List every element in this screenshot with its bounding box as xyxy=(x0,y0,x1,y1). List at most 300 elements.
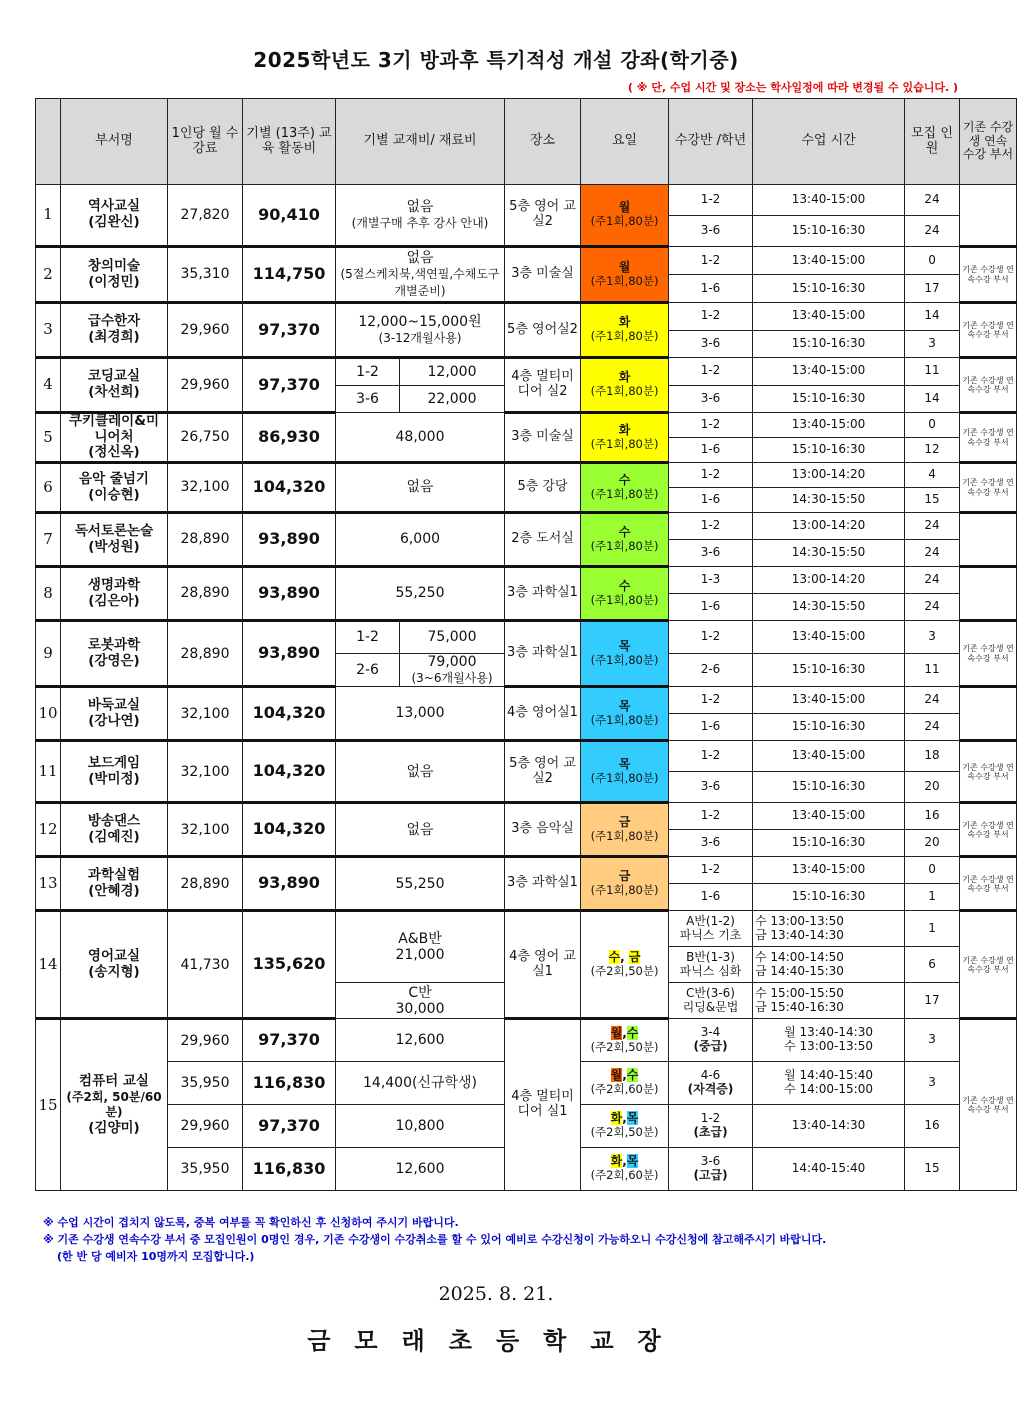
existing-student-dept: 기존 수강생 연속수강 부서 xyxy=(960,303,1017,358)
place: 3층 과학실1 xyxy=(505,857,581,911)
class-level: (중급) xyxy=(693,1039,728,1054)
monthly-fee: 32,100 xyxy=(168,803,243,857)
course-rows xyxy=(36,185,1017,1191)
row-number: 5 xyxy=(36,413,61,463)
recruit-count: 0 xyxy=(905,413,960,438)
material-cost-value: 21,000 xyxy=(395,947,445,964)
row-number: 3 xyxy=(36,303,61,358)
weekday-duration: (주1회,80분) xyxy=(590,486,659,501)
table-row xyxy=(36,621,1017,654)
monthly-fee: 32,100 xyxy=(168,687,243,741)
material-cost xyxy=(336,983,505,1019)
recruit-count: 14 xyxy=(905,385,960,413)
recruit-count: 16 xyxy=(905,1105,960,1148)
weekday-label: 수 xyxy=(608,949,621,964)
class-grade: 1-6 xyxy=(669,438,753,463)
row-number: 11 xyxy=(36,741,61,803)
weekday-label: 금 xyxy=(618,814,631,829)
material-cost-value: 30,000 xyxy=(395,1000,445,1017)
class-grade: 1-6 xyxy=(669,884,753,911)
dept-title: 쿠키클레이&미니어처 xyxy=(68,413,160,445)
weekday-duration: (주1회,80분) xyxy=(590,882,659,897)
material-cost xyxy=(336,303,505,358)
class-time xyxy=(753,1148,905,1191)
weekday xyxy=(581,857,669,911)
material-cost-note: (3-12개월사용) xyxy=(378,331,462,345)
class-time-2: 금 14:40-15:30 xyxy=(755,963,844,978)
class-level: (고급) xyxy=(693,1168,728,1183)
material-grade: 1-2 xyxy=(336,621,400,654)
existing-student-dept: 기존 수강생 연속수강 부서 xyxy=(960,857,1017,911)
teacher-name: (강나연) xyxy=(88,712,140,729)
recruit-count: 4 xyxy=(905,463,960,488)
monthly-fee: 32,100 xyxy=(168,741,243,803)
table-row xyxy=(36,803,1017,830)
teacher-name: (강영은) xyxy=(88,652,140,669)
recruit-count: 17 xyxy=(905,275,960,303)
table-row xyxy=(36,358,1017,386)
table-row xyxy=(36,413,1017,438)
header-activity: 기별 (13주) 교육 활동비 xyxy=(243,99,336,185)
activity-fee: 114,750 xyxy=(243,247,336,303)
weekday-duration: (주2회,60분) xyxy=(590,1082,659,1097)
activity-fee: 93,890 xyxy=(243,621,336,687)
recruit-count: 0 xyxy=(905,247,960,275)
row-number: 1 xyxy=(36,185,61,247)
weekday-label: 화 xyxy=(610,1111,623,1126)
weekday xyxy=(581,185,669,247)
dept-name xyxy=(61,857,168,911)
recruit-count: 24 xyxy=(905,185,960,216)
row-number: 6 xyxy=(36,463,61,513)
existing-student-dept xyxy=(960,513,1017,567)
class-time: 15:10-16:30 xyxy=(753,714,905,741)
material-class: A&B반 xyxy=(398,931,442,948)
weekday xyxy=(581,303,669,358)
table-row xyxy=(36,513,1017,540)
class-time: 15:10-16:30 xyxy=(753,216,905,247)
place: 3층 음악실 xyxy=(505,803,581,857)
monthly-fee: 32,100 xyxy=(168,463,243,513)
class-grade: 1-6 xyxy=(669,714,753,741)
material-cost: 12,600 xyxy=(336,1148,505,1191)
weekday-duration: (주2회,50분) xyxy=(590,1125,659,1140)
class-grade: 1-6 xyxy=(669,488,753,513)
footnote-3: (한 반 당 예비자 10명까지 모집합니다.) xyxy=(57,1250,255,1263)
recruit-count: 20 xyxy=(905,830,960,857)
material-cost: 75,000 xyxy=(400,621,505,654)
activity-fee: 97,370 xyxy=(243,358,336,413)
dept-title: 컴퓨터 교실 xyxy=(79,1073,149,1090)
dept-title: 영어교실 xyxy=(87,948,141,965)
weekday xyxy=(581,621,669,687)
weekday xyxy=(581,803,669,857)
monthly-fee: 29,960 xyxy=(168,1105,243,1148)
material-cost-note: (5절스케치북,색연필,수채도구 개별준비) xyxy=(340,267,500,298)
class-grade: 1-2 xyxy=(669,413,753,438)
recruit-count: 15 xyxy=(905,1148,960,1191)
weekday-label: 목 xyxy=(626,1154,639,1169)
class-grade xyxy=(669,1148,753,1191)
place: 5층 영어 교실2 xyxy=(505,185,581,247)
row-number: 13 xyxy=(36,857,61,911)
class-time: 13:40-15:00 xyxy=(753,857,905,884)
dept-name xyxy=(61,413,168,463)
place: 4층 멀티미디어 실2 xyxy=(505,358,581,413)
monthly-fee: 26,750 xyxy=(168,413,243,463)
material-cost-value: 6,000 xyxy=(399,531,441,548)
teacher-name: (최경희) xyxy=(88,329,140,345)
class-time: 13:40-15:00 xyxy=(753,803,905,830)
material-cost: 12,600 xyxy=(336,1019,505,1062)
activity-fee: 116,830 xyxy=(243,1148,336,1191)
class-time: 13:40-15:00 xyxy=(753,741,905,772)
activity-fee: 86,930 xyxy=(243,413,336,463)
material-cost-value: 없음 xyxy=(406,250,434,267)
weekday-label: 수 xyxy=(618,524,631,539)
monthly-fee: 28,890 xyxy=(168,567,243,621)
teacher-name: (송지형) xyxy=(88,963,140,980)
row-number: 7 xyxy=(36,513,61,567)
class-grade: 3-6 xyxy=(669,216,753,247)
activity-fee: 97,370 xyxy=(243,303,336,358)
class-grade: 1-2 xyxy=(669,247,753,275)
footnote-1: ※ 수업 시간이 겹치지 않도록, 중복 여부를 꼭 확인하신 후 신청하여 주시기 바랍니다. xyxy=(43,1216,459,1229)
class-time: 15:10-16:30 xyxy=(753,330,905,358)
class-grade: 1-2 xyxy=(669,803,753,830)
row-number: 15 xyxy=(36,1019,61,1191)
weekday-duration: (주2회,50분) xyxy=(590,963,659,978)
weekday-duration: (주1회,80분) xyxy=(590,384,659,398)
teacher-name: (차선희) xyxy=(88,384,140,400)
class-name: 1-2 xyxy=(700,1111,721,1126)
table-row xyxy=(36,687,1017,714)
weekday-label: 목 xyxy=(618,638,631,653)
class-time-1: 수 15:00-15:50 xyxy=(755,985,844,1000)
dept-name xyxy=(61,513,168,567)
class-time: 15:10-16:30 xyxy=(753,275,905,303)
teacher-name: (김은아) xyxy=(88,592,140,609)
dept-title: 생명과학 xyxy=(87,576,141,593)
place: 5층 영어 교실2 xyxy=(505,741,581,803)
header-class: 수강반 /학년 xyxy=(669,99,753,185)
weekday-duration: (주1회,80분) xyxy=(590,329,659,343)
weekday-duration: (주1회,80분) xyxy=(590,436,659,451)
weekday-label: 화 xyxy=(618,370,631,385)
dept-title: 코딩교실 xyxy=(87,368,141,385)
class-time: 15:10-16:30 xyxy=(753,438,905,463)
monthly-fee: 29,960 xyxy=(168,358,243,413)
dept-name xyxy=(61,687,168,741)
recruit-count: 3 xyxy=(905,330,960,358)
weekday-duration: (주1회,80분) xyxy=(590,652,659,667)
material-cost xyxy=(336,687,505,741)
weekday-label: 수 xyxy=(626,1068,639,1083)
header-day: 요일 xyxy=(581,99,669,185)
class-grade xyxy=(669,911,753,947)
class-time-1: 월 13:40-14:30 xyxy=(784,1025,873,1040)
class-grade: 1-2 xyxy=(669,621,753,654)
weekday xyxy=(581,741,669,803)
page-title: 2025학년도 3기 방과후 특기적성 개설 강좌(학기중) xyxy=(253,48,739,72)
class-grade xyxy=(669,947,753,983)
class-grade: 3-6 xyxy=(669,540,753,567)
course-table xyxy=(35,98,1017,1191)
material-cost xyxy=(336,857,505,911)
activity-fee: 93,890 xyxy=(243,857,336,911)
weekday-label: 월 xyxy=(610,1068,623,1083)
teacher-name: (박미정) xyxy=(88,770,140,787)
recruit-count: 24 xyxy=(905,216,960,247)
class-time: 13:40-15:00 xyxy=(753,358,905,386)
monthly-fee: 35,310 xyxy=(168,247,243,303)
existing-student-dept: 기존 수강생 연속수강 부서 xyxy=(960,911,1017,1019)
material-cost: 12,000 xyxy=(400,358,505,386)
monthly-fee: 29,960 xyxy=(168,1019,243,1062)
header-place: 장소 xyxy=(505,99,581,185)
weekday-duration: (주1회,80분) xyxy=(590,828,659,843)
class-time: 13:40-15:00 xyxy=(753,185,905,216)
material-cost-value: 없음 xyxy=(406,763,434,780)
material-cost xyxy=(336,185,505,247)
teacher-name: (정신옥) xyxy=(88,444,140,461)
recruit-count: 14 xyxy=(905,303,960,331)
weekday-duration: (주1회,80분) xyxy=(590,770,659,785)
material-cost-value: 48,000 xyxy=(395,428,445,445)
recruit-count: 24 xyxy=(905,687,960,714)
class-time: 13:00-14:20 xyxy=(753,463,905,488)
class-time-2: 금 13:40-14:30 xyxy=(755,927,844,942)
weekday-label: 금 xyxy=(618,868,631,883)
material-cost-value: 79,000 xyxy=(427,654,477,670)
weekday xyxy=(581,463,669,513)
monthly-fee: 35,950 xyxy=(168,1148,243,1191)
existing-student-dept: 기존 수강생 연속수강 부서 xyxy=(960,247,1017,303)
dept-name xyxy=(61,463,168,513)
recruit-count: 24 xyxy=(905,594,960,621)
class-topic: 파닉스 심화 xyxy=(679,963,742,978)
teacher-name: (김예진) xyxy=(88,828,140,845)
recruit-count: 1 xyxy=(905,911,960,947)
footnote-2: ※ 기존 수강생 연속수강 부서 중 모집인원이 0명인 경우, 기존 수강생이 수강취소를 할 수 있어 예비로 수강신청이 가능하오니 수강신청에 참고해주시기 바랍니다. xyxy=(43,1233,827,1246)
material-cost xyxy=(336,413,505,463)
class-grade xyxy=(669,1019,753,1062)
class-grade: 1-2 xyxy=(669,857,753,884)
table-row xyxy=(36,463,1017,488)
class-time: 15:10-16:30 xyxy=(753,772,905,803)
dept-name xyxy=(61,803,168,857)
recruit-count: 0 xyxy=(905,857,960,884)
row-number: 9 xyxy=(36,621,61,687)
class-grade: 1-2 xyxy=(669,741,753,772)
class-time-1: 월 14:40-15:40 xyxy=(784,1068,873,1083)
dept-title: 급수한자 xyxy=(87,313,141,330)
recruit-count: 24 xyxy=(905,513,960,540)
class-name: 3-6 xyxy=(700,1154,721,1169)
class-time xyxy=(753,983,905,1019)
existing-student-dept xyxy=(960,567,1017,621)
weekday: 화,목 (주2회,50분) xyxy=(581,1105,669,1148)
class-time-1: 13:40-14:30 xyxy=(791,1118,866,1133)
material-cost-value: 55,250 xyxy=(395,585,445,602)
place: 3층 과학실1 xyxy=(505,567,581,621)
dept-title: 창의미술 xyxy=(87,257,141,274)
existing-student-dept: 기존 수강생 연속수강 부서 xyxy=(960,463,1017,513)
class-time xyxy=(753,947,905,983)
weekday-duration: (주1회,80분) xyxy=(590,712,659,727)
dept-schedule: (주2회, 50분/60분) xyxy=(66,1089,162,1120)
class-grade: 1-6 xyxy=(669,275,753,303)
place: 3층 미술실 xyxy=(505,413,581,463)
dept-name xyxy=(61,358,168,413)
table-row xyxy=(36,741,1017,772)
weekday-label: 목 xyxy=(626,1111,639,1126)
material-cost xyxy=(336,803,505,857)
material-cost-value: 55,250 xyxy=(395,875,445,892)
teacher-name: (김양미) xyxy=(88,1119,140,1136)
class-time: 15:10-16:30 xyxy=(753,830,905,857)
material-cost-value: 12,000~15,000원 xyxy=(358,313,482,330)
material-cost xyxy=(336,247,505,303)
class-time xyxy=(753,1105,905,1148)
weekday: 월,수 (주2회,50분) xyxy=(581,1019,669,1062)
existing-student-dept: 기존 수강생 연속수강 부서 xyxy=(960,358,1017,413)
weekday-label: 수 xyxy=(618,578,631,593)
class-grade: 1-2 xyxy=(669,513,753,540)
dept-name xyxy=(61,741,168,803)
existing-student-dept xyxy=(960,185,1017,247)
weekday xyxy=(581,358,669,413)
dept-title: 방송댄스 xyxy=(87,813,141,830)
dept-title: 로봇과학 xyxy=(87,637,141,654)
header-fee: 1인당 월 수강료 xyxy=(168,99,243,185)
weekday-duration: (주1회,80분) xyxy=(590,214,659,228)
weekday-label: 화 xyxy=(610,1154,623,1169)
row-number: 2 xyxy=(36,247,61,303)
existing-student-dept: 기존 수강생 연속수강 부서 xyxy=(960,413,1017,463)
material-cost-note: (개별구매 추후 강사 안내) xyxy=(351,216,489,230)
weekday-label: 수 xyxy=(618,472,631,487)
dept-name xyxy=(61,185,168,247)
activity-fee: 116,830 xyxy=(243,1062,336,1105)
header-existing: 기존 수강생 연속 수강 부서 xyxy=(960,99,1017,185)
existing-student-dept: 기존 수강생 연속수강 부서 xyxy=(960,741,1017,803)
place: 4층 멀티미디어 실1 xyxy=(505,1019,581,1191)
recruit-count: 20 xyxy=(905,772,960,803)
class-grade: 1-3 xyxy=(669,567,753,594)
class-time xyxy=(753,1019,905,1062)
recruit-count: 24 xyxy=(905,540,960,567)
class-time: 13:40-15:00 xyxy=(753,621,905,654)
row-number: 14 xyxy=(36,911,61,1019)
class-time: 15:10-16:30 xyxy=(753,385,905,413)
row-number: 4 xyxy=(36,358,61,413)
material-cost-note: (3~6개월사용) xyxy=(411,671,493,686)
class-grade: 1-6 xyxy=(669,594,753,621)
weekday-duration: (주2회,50분) xyxy=(590,1039,659,1054)
weekday-duration: (주1회,80분) xyxy=(590,592,659,607)
table-row xyxy=(36,247,1017,275)
table-row xyxy=(36,567,1017,594)
class-time: 13:40-15:00 xyxy=(753,687,905,714)
class-time-1: 수 13:00-13:50 xyxy=(755,913,844,928)
class-name: B반(1-3) xyxy=(686,949,735,964)
dept-title: 보드게임 xyxy=(87,755,141,772)
dept-name xyxy=(61,1019,168,1191)
teacher-name: (이정민) xyxy=(88,273,140,290)
weekday-duration: (주1회,80분) xyxy=(590,538,659,553)
class-name: A반(1-2) xyxy=(686,913,735,928)
material-cost-value: 없음 xyxy=(406,821,434,838)
weekday-duration: (주2회,60분) xyxy=(590,1168,659,1183)
place: 5층 영어실2 xyxy=(505,303,581,358)
class-grade: 1-2 xyxy=(669,687,753,714)
class-name: 3-4 xyxy=(700,1025,721,1040)
place: 4층 영어 교실1 xyxy=(505,911,581,1019)
existing-student-dept xyxy=(960,687,1017,741)
school-principal: 금모래초등학교장 xyxy=(307,1326,685,1355)
header-no xyxy=(36,99,61,185)
activity-fee: 104,320 xyxy=(243,803,336,857)
weekday-label: 목 xyxy=(618,698,631,713)
row-number: 10 xyxy=(36,687,61,741)
weekday-sep: , xyxy=(620,949,629,964)
material-cost-value: 13,000 xyxy=(395,705,445,722)
material-cost xyxy=(400,654,505,687)
material-cost xyxy=(336,911,505,983)
place: 5층 강당 xyxy=(505,463,581,513)
material-grade: 2-6 xyxy=(336,654,400,687)
material-cost xyxy=(336,463,505,513)
header-material: 기별 교재비/ 재료비 xyxy=(336,99,505,185)
place: 3층 과학실1 xyxy=(505,621,581,687)
class-time xyxy=(753,911,905,947)
recruit-count: 17 xyxy=(905,983,960,1019)
material-cost: 10,800 xyxy=(336,1105,505,1148)
place: 4층 영어실1 xyxy=(505,687,581,741)
dept-title: 과학실험 xyxy=(87,867,141,884)
dept-title: 음악 줄넘기 xyxy=(79,470,149,487)
class-grade: 3-6 xyxy=(669,385,753,413)
weekday-label: 월 xyxy=(618,200,631,215)
row-number: 8 xyxy=(36,567,61,621)
recruit-count: 24 xyxy=(905,567,960,594)
class-grade: 1-2 xyxy=(669,303,753,331)
recruit-count: 3 xyxy=(905,621,960,654)
monthly-fee: 28,890 xyxy=(168,857,243,911)
weekday xyxy=(581,567,669,621)
class-name: C반(3-6) xyxy=(686,985,735,1000)
class-time xyxy=(753,1062,905,1105)
dept-name xyxy=(61,621,168,687)
weekday-label: 화 xyxy=(618,315,631,330)
dept-name xyxy=(61,567,168,621)
teacher-name: (김완신) xyxy=(88,214,140,230)
recruit-count: 16 xyxy=(905,803,960,830)
recruit-count: 24 xyxy=(905,714,960,741)
weekday xyxy=(581,413,669,463)
weekday-label: 금 xyxy=(628,949,641,964)
weekday-label: 수 xyxy=(626,1025,639,1040)
weekday xyxy=(581,513,669,567)
material-cost-value: 없음 xyxy=(406,479,434,496)
weekday xyxy=(581,687,669,741)
recruit-count: 1 xyxy=(905,884,960,911)
class-name: 4-6 xyxy=(700,1068,721,1083)
class-grade xyxy=(669,1062,753,1105)
table-row xyxy=(36,303,1017,331)
weekday: 화,목 (주2회,60분) xyxy=(581,1148,669,1191)
